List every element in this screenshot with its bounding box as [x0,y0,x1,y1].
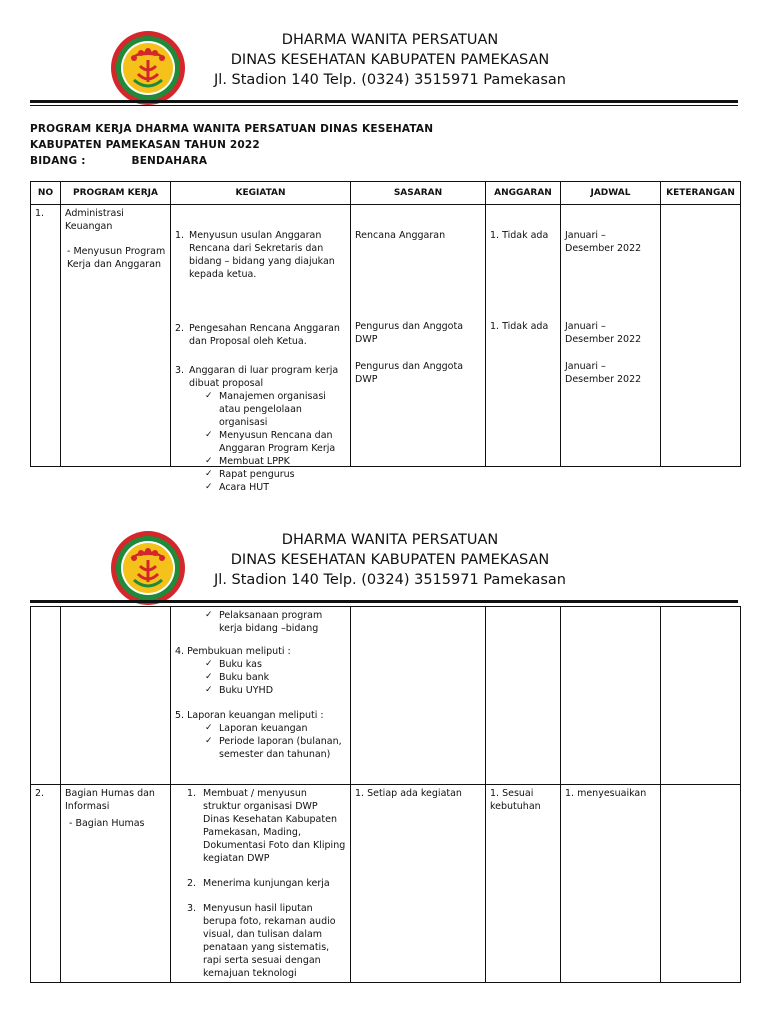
letterhead-line3: Jl. Stadion 140 Telp. (0324) 3515971 Pamekasan [214,572,566,588]
program-title: Administrasi Keuangan [65,208,124,232]
keterangan-cell [661,785,741,983]
title-line2: KABUPATEN PAMEKASAN TAHUN 2022 [30,139,260,151]
row-no: 1. [31,205,61,467]
check-item: ✓ Periode laporan (bulanan, semester dan tahunan) [205,735,347,761]
sasaran-item: Rencana Anggaran [355,230,446,241]
laporan-heading: 5. Laporan keuangan meliputi : [175,710,324,721]
program-sub: - Menyusun Program Kerja dan Anggaran [67,246,166,270]
kegiatan-item: 3. Anggaran di luar program kerja dibuat proposal [175,365,339,389]
document-title [30,121,433,169]
program-title: Bagian Humas dan Informasi [65,788,155,812]
bidang-label: BIDANG : [30,155,86,167]
anggaran-item: 1. Sesuai kebutuhan [490,788,541,812]
letterhead-line1: DHARMA WANITA PERSATUAN [281,32,499,48]
check-item: ✓ Buku kas [205,658,346,671]
check-item: ✓ Buku bank [205,671,346,684]
program-table-page1 [30,181,741,493]
anggaran-item: 1. Tidak ada [490,230,549,241]
jadwal-item: Januari – Desember 2022 [565,321,642,345]
check-item: ✓ Laporan keuangan [205,722,347,735]
keterangan-cell [661,205,741,467]
col-anggaran: ANGGARAN [486,182,561,205]
col-keterangan: KETERANGAN [661,182,741,205]
table-row [31,205,741,467]
jadwal-item: Januari – Desember 2022 [565,230,642,254]
letterhead-line2: DINAS KESEHATAN KABUPATEN PAMEKASAN [230,552,550,568]
laporan-checklist [175,722,347,761]
sasaran-item: 1. Setiap ada kegiatan [351,785,486,983]
table-row [31,607,741,785]
letterhead-line2: DINAS KESEHATAN KABUPATEN PAMEKASAN [230,52,550,68]
pembukuan-heading: 4. Pembukuan meliputi : [175,646,291,657]
kegiatan-checklist [175,609,347,635]
letterhead-rule [30,600,738,603]
letterhead-rule-thin [30,105,738,106]
check-item: ✓ Rapat pengurus [205,468,347,481]
kegiatan-item: 3. Menyusun hasil liputan berupa foto, rekaman audio visual, dan tulisan dalam penataan yang sistematis, rapi serta sesuai dengan kemajuan teknologi [187,903,336,979]
title-line1: PROGRAM KERJA DHARMA WANITA PERSATUAN DINAS KESEHATAN [30,123,434,135]
col-program: PROGRAM KERJA [61,182,171,205]
table-row [31,785,741,983]
col-kegiatan: KEGIATAN [171,182,351,205]
col-no: NO [31,182,61,205]
row-no [31,607,61,785]
program-table-page2 [30,606,741,983]
bidang-line [30,153,433,169]
letterhead [150,530,630,590]
letterhead-line1: DHARMA WANITA PERSATUAN [281,532,499,548]
kegiatan-item: 1. Membuat / menyusun struktur organisasi DWP Dinas Kesehatan Kabupaten Pamekasan, Mading, Dokumentasi Foto dan Kliping kegiatan DWP [187,788,346,864]
program-sub: - Bagian Humas [69,818,145,829]
table-header-row [31,182,741,205]
letterhead-line3: Jl. Stadion 140 Telp. (0324) 3515971 Pamekasan [214,72,566,88]
check-item: ✓ Pelaksanaan program kerja bidang –bidang [205,609,347,635]
check-item: ✓ Menyusun Rencana dan Anggaran Program Kerja [205,429,347,455]
check-item: ✓ Manajemen organisasi atau pengelolaan organisasi [205,390,347,429]
check-item: ✓ Buku UYHD [205,684,346,697]
jadwal-item: Januari – Desember 2022 [565,361,642,385]
sasaran-item: Pengurus dan Anggota DWP [355,361,464,385]
kegiatan-item: 2. Pengesahan Rencana Anggaran dan Proposal oleh Ketua. [175,323,340,347]
letterhead [150,30,630,90]
kegiatan-item: 1. Menyusun usulan Anggaran Rencana dari Sekretaris dan bidang – bidang yang diajukan kepada ketua. [175,230,335,280]
letterhead-rule [30,100,738,103]
col-sasaran: SASARAN [351,182,486,205]
kegiatan-checklist [175,390,347,494]
kegiatan-item: 2. Menerima kunjungan kerja [187,878,330,889]
pembukuan-checklist [175,658,346,697]
anggaran-item: 1. Tidak ada [490,321,549,332]
bidang-value: BENDAHARA [131,155,208,167]
check-item: ✓ Acara HUT [205,481,347,494]
check-item: ✓ Membuat LPPK [205,455,347,468]
col-jadwal: JADWAL [561,182,661,205]
jadwal-item: 1. menyesuaikan [561,785,661,983]
sasaran-item: Pengurus dan Anggota DWP [355,321,464,345]
row-no: 2. [31,785,61,983]
